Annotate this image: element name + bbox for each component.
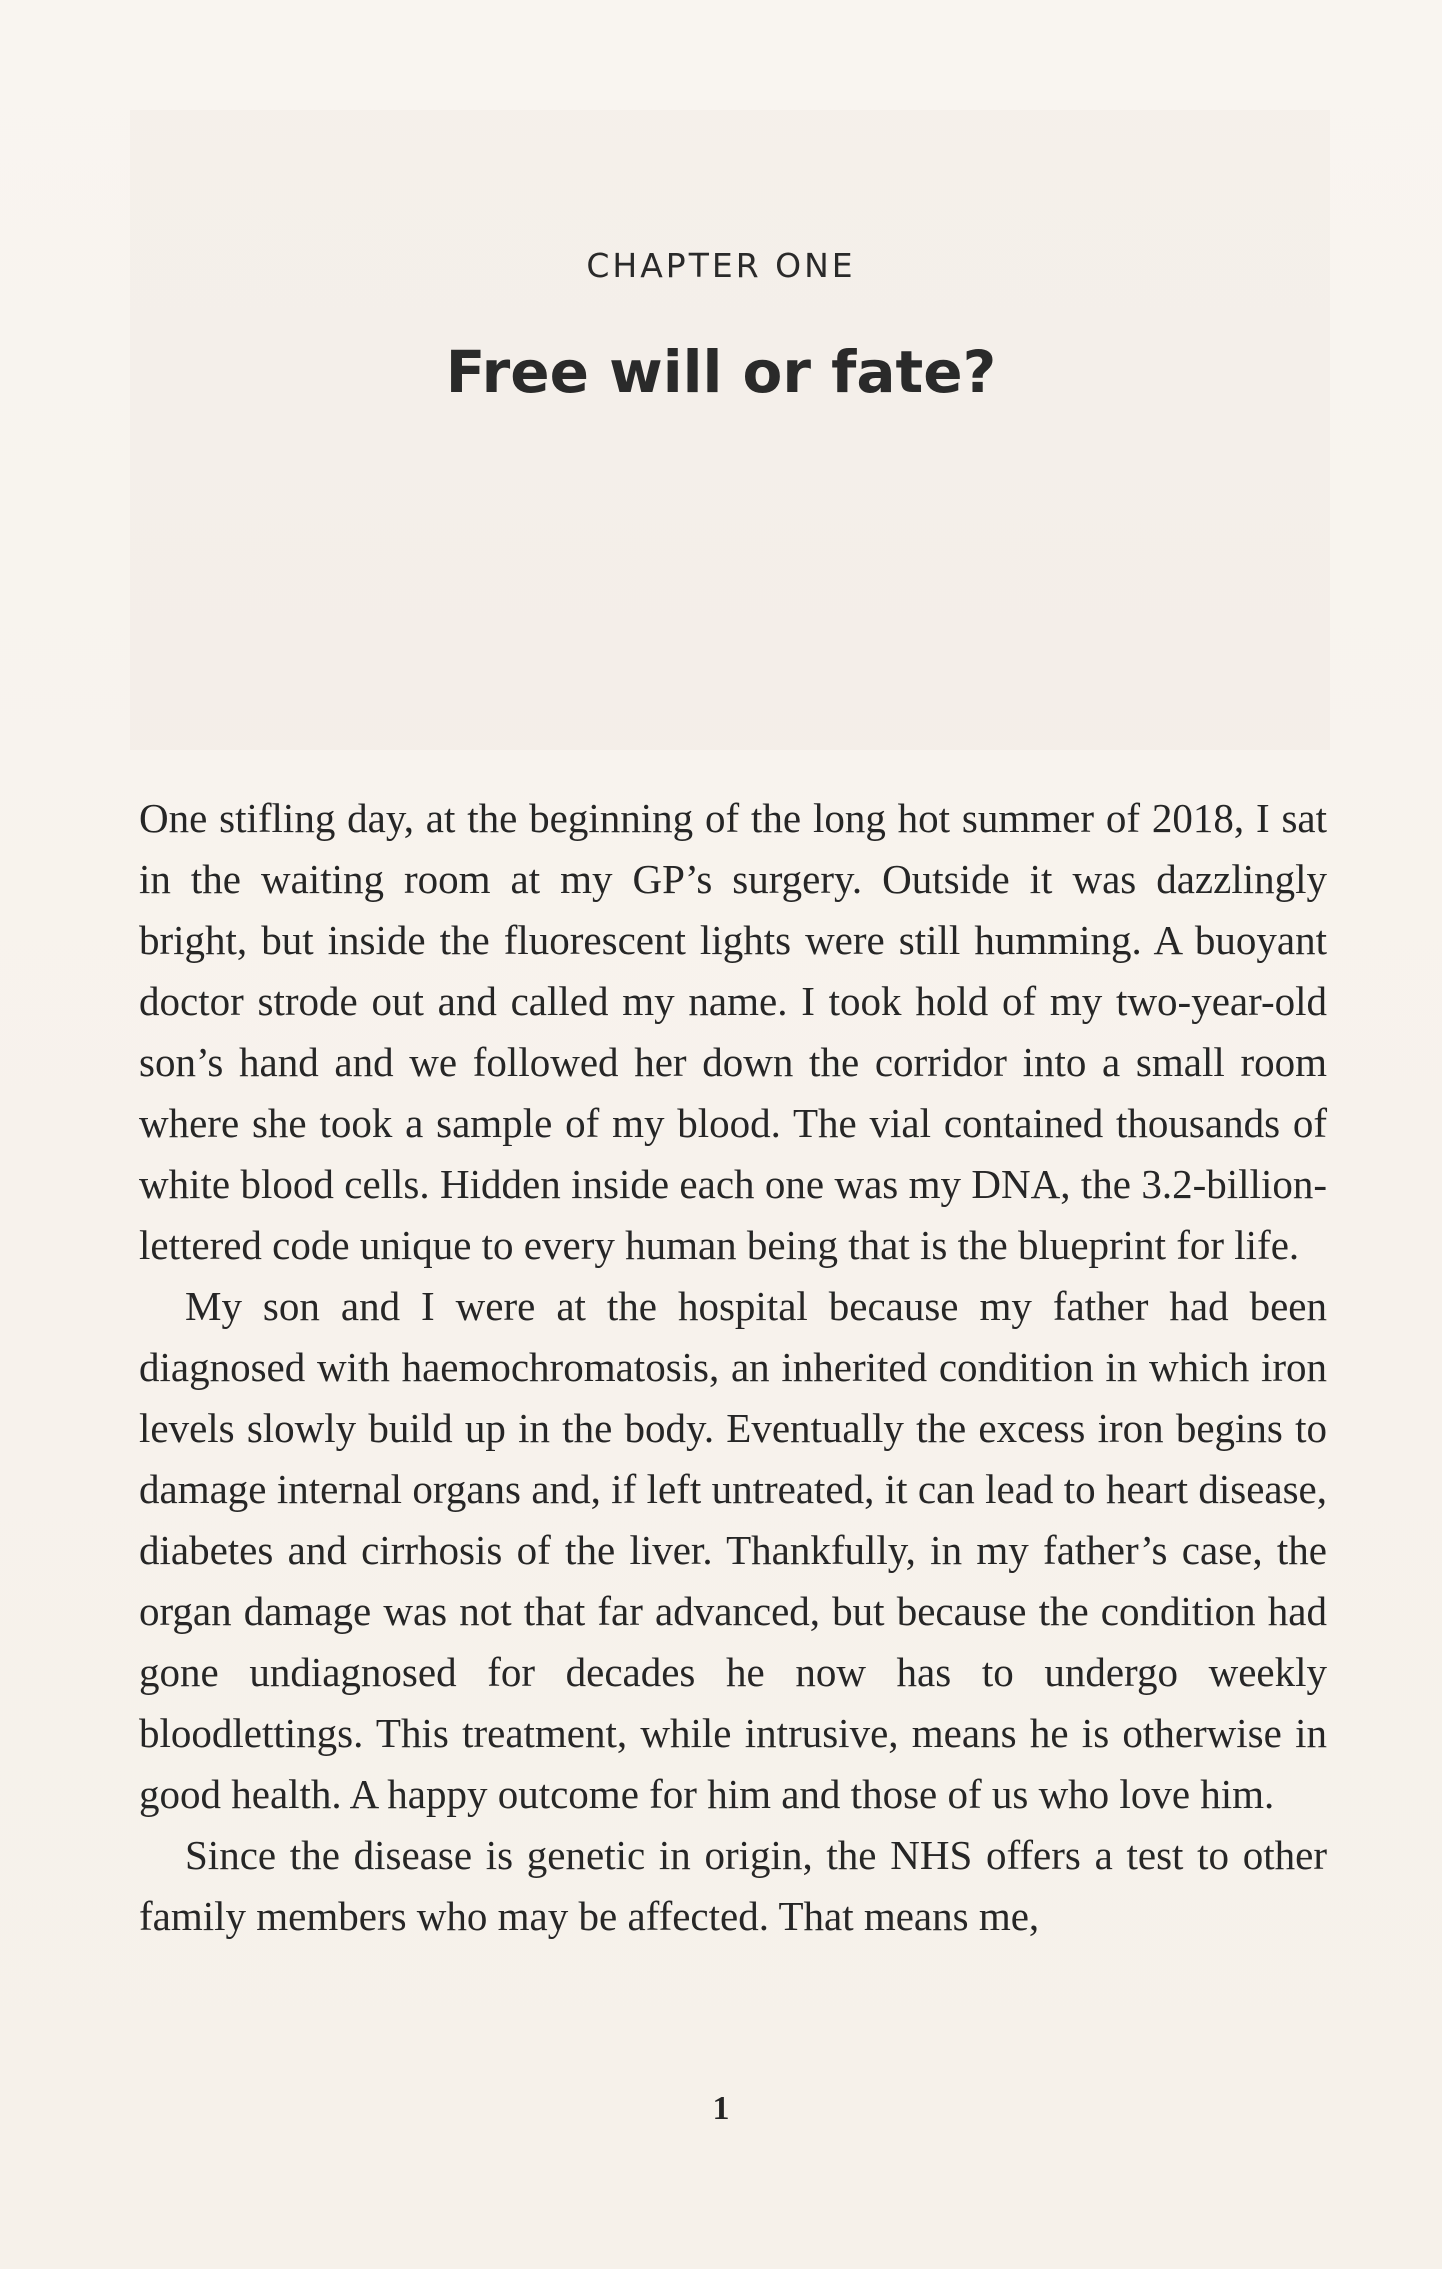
paragraph-3: Since the disease is genetic in origin, the NHS offers a test to other family members who may be affected. That means me, [139,1832,1327,1939]
paragraph-2: My son and I were at the hospital because my father had been diagnosed with haemochromatosis, an inherited condition in which iron levels slowly build up in the body. Eventually the excess iron begins to damage internal organs and, if left untreated, it can lead to heart disease, diabetes and cirrhosis of the liver. Thankfully, in my father’s case, the organ damage was not that far advanced, but because the condition had gone undiagnosed for decades he now has to undergo weekly bloodlettings. This treatment, while intrusive, means he is otherwise in good health. A happy outcome for him and those of us who love him. [139,1283,1327,1817]
show-through-shading [130,110,1330,750]
chapter-label: CHAPTER ONE [586,246,856,285]
body-text [139,788,1327,1947]
chapter-title: Free will or fate? [445,338,997,406]
paragraph-1: One stifling day, at the beginning of the long hot summer of 2018, I sat in the waiting room at my GP’s surgery. Outside it was dazzlingly bright, but inside the fluorescent lights were still humming. A buoyant doctor strode out and called my name. I took hold of my two-year-old son’s hand and we followed her down the corridor into a small room where she took a sample of my blood. The vial contained thousands of white blood cells. Hidden inside each one was my DNA, the 3.2-billion-lettered code unique to every human being that is the blueprint for life. [139,795,1327,1268]
page-number: 1 [712,2090,730,2127]
